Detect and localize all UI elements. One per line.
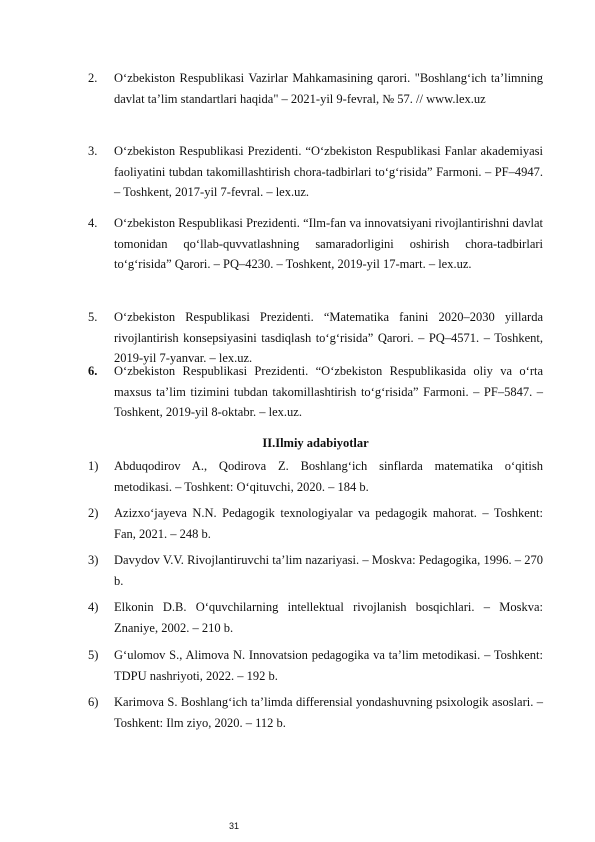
reference-text: Davydov V.V. Rivojlantiruvchi ta’lim nazariyasi. – Moskva: Pedagogika, 1996. – 270 b.	[114, 553, 543, 588]
law-reference-item	[88, 213, 543, 275]
reference-number: 2)	[88, 506, 99, 520]
reference-text: Abduqodirov A., Qodirova Z. Boshlang‘ich sinflarda matematika o‘qitish metodikasi. – Toshkent: O‘qituvchi, 2020. – 184 b.	[114, 459, 543, 494]
reference-text: O‘zbekiston Respublikasi Prezidenti. “O‘zbekiston Respublikasi Fanlar akademiyasi faoliyatini tubdan takomillashtirish chora-tadbirlari to‘g‘risida” Farmoni. – PF–4947. – Toshkent, 2017-yil 7-fevral. – lex.uz.	[114, 144, 543, 199]
reference-number: 6)	[88, 695, 99, 709]
reference-number: 5)	[88, 648, 99, 662]
literature-reference-item	[88, 456, 543, 497]
reference-text: Karimova S. Boshlang‘ich ta’limda differensial yondashuvning psixologik asoslari. – Toshkent: Ilm ziyo, 2020. – 112 b.	[114, 695, 543, 730]
reference-number: 2.	[88, 71, 98, 85]
reference-number: 3.	[88, 144, 98, 158]
reference-number: 1)	[88, 459, 99, 473]
reference-text: Azizxo‘jayeva N.N. Pedagogik texnologiyalar va pedagogik mahorat. – Toshkent: Fan, 2021. – 248 b.	[114, 506, 543, 541]
reference-text: O‘zbekiston Respublikasi Prezidenti. “O‘zbekiston Respublikasida oliy va o‘rta maxsus ta’lim tizimini tubdan takomillashtirish to‘g‘risida” Farmoni. – PF–5847. – Toshkent, 2019-yil 8-oktabr. – lex.uz.	[114, 364, 543, 419]
reference-text: Elkonin D.B. O‘quvchilarning intellektual rivojlanish bosqichlari. – Moskva: Znaniye, 2002. – 210 b.	[114, 600, 543, 635]
law-reference-item	[88, 361, 543, 423]
reference-number: 6.	[88, 364, 98, 378]
section-heading: II.Ilmiy adabiyotlar	[262, 436, 369, 450]
literature-reference-item	[88, 597, 543, 638]
literature-reference-item	[88, 645, 543, 686]
law-reference-item	[88, 68, 543, 109]
reference-number: 4.	[88, 216, 98, 230]
law-reference-item	[88, 307, 543, 369]
law-reference-item	[88, 141, 543, 203]
literature-reference-item	[88, 692, 543, 733]
reference-number: 4)	[88, 600, 99, 614]
literature-reference-item	[88, 503, 543, 544]
reference-number: 5.	[88, 310, 98, 324]
reference-text: O‘zbekiston Respublikasi Prezidenti. “Matematika fanini 2020–2030 yillarda rivojlantirish konsepsiyasini tasdiqlash to‘g‘risida” Qarori. – PQ–4571. – Toshkent, 2019-yil 7-yanvar. – lex.uz.	[114, 310, 543, 365]
reference-text: O‘zbekiston Respublikasi Vazirlar Mahkamasining qarori. "Boshlang‘ich ta’limning davlat ta’lim standartlari haqida" – 2021-yil 9-fevral, № 57. // www.lex.uz	[114, 71, 543, 106]
page-number: 31	[229, 821, 240, 831]
literature-reference-item	[88, 550, 543, 591]
reference-text: G‘ulomov S., Alimova N. Innovatsion pedagogika va ta’lim metodikasi. – Toshkent: TDPU nashriyoti, 2022. – 192 b.	[114, 648, 543, 683]
reference-text: O‘zbekiston Respublikasi Prezidenti. “Ilm-fan va innovatsiyani rivojlantirishni davlat tomonidan qo‘llab-quvvatlashning samaradorligini oshirish chora-tadbirlari to‘g‘risida” Qarori. – PQ–4230. – Toshkent, 2019-yil 17-mart. – lex.uz.	[114, 216, 543, 271]
reference-number: 3)	[88, 553, 99, 567]
